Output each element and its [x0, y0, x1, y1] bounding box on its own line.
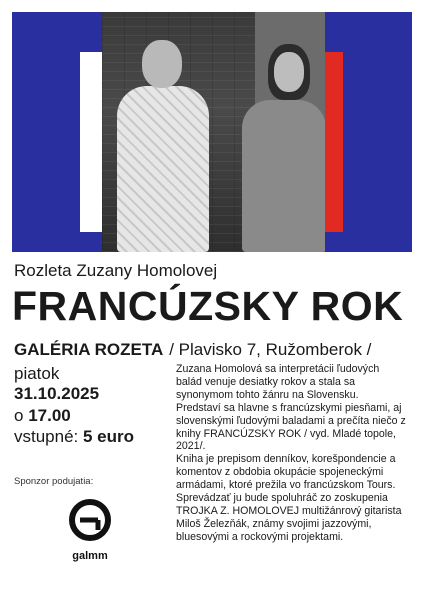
- event-description: [176, 363, 408, 544]
- event-time: [14, 406, 71, 426]
- description-paragraph: Kniha je prepisom denníkov, korešpondencie a komentov z obdobia okupácie spojeneckými armádami, ktoré prežila vo francúzskom Tours.: [176, 453, 396, 492]
- flag-red-stripe: [325, 52, 343, 232]
- woman-head: [274, 52, 304, 92]
- description-paragraph: Predstaví sa hlavne s francúzskymi piesňami, aj slovenskými ľudovými baladami a prečíta niečo z knihy FRANCÚZSKY ROK / vyd. Mladé topole, 2021/.: [176, 401, 406, 453]
- price-label: vstupné:: [14, 427, 79, 446]
- venue-address: / Plavisko 7, Ružomberok /: [169, 340, 372, 359]
- artists-photo: [102, 12, 325, 252]
- event-date: 31.10.2025: [14, 384, 100, 403]
- price-value: 5 euro: [83, 427, 135, 446]
- time-prefix: o: [14, 406, 29, 425]
- man-figure: [117, 86, 209, 252]
- flag-white-stripe: [80, 52, 104, 232]
- event-subtitle: Rozleta Zuzany Homolovej: [14, 261, 218, 280]
- woman-figure: [242, 100, 325, 252]
- description-paragraph: Sprevádzať ju bude spoluhráč zo zoskupenia TROJKA Z. HOMOLOVEJ multižánrový gitarista Miloš Železňák, známy svojimi jazzovými, bluesovými a rockovými projektami.: [176, 492, 402, 543]
- sponsor-label: Sponzor podujatia:: [14, 476, 94, 487]
- event-title: FRANCÚZSKY ROK: [12, 283, 404, 329]
- sponsor-logo-icon: [58, 494, 122, 558]
- time-value: 17.00: [28, 406, 71, 425]
- venue-name: GALÉRIA ROZETA: [14, 340, 164, 359]
- poster-banner: [12, 12, 412, 252]
- description-paragraph: Zuzana Homolová sa interpretácii ľudových balád venuje desiatky rokov a stala sa synonymom tohto žánru na Slovensku.: [176, 363, 380, 401]
- event-price: [14, 427, 134, 447]
- man-head: [142, 40, 182, 88]
- event-day: piatok: [14, 364, 60, 383]
- sponsor-logo-text: galmm: [72, 550, 108, 562]
- venue-line: [14, 340, 371, 360]
